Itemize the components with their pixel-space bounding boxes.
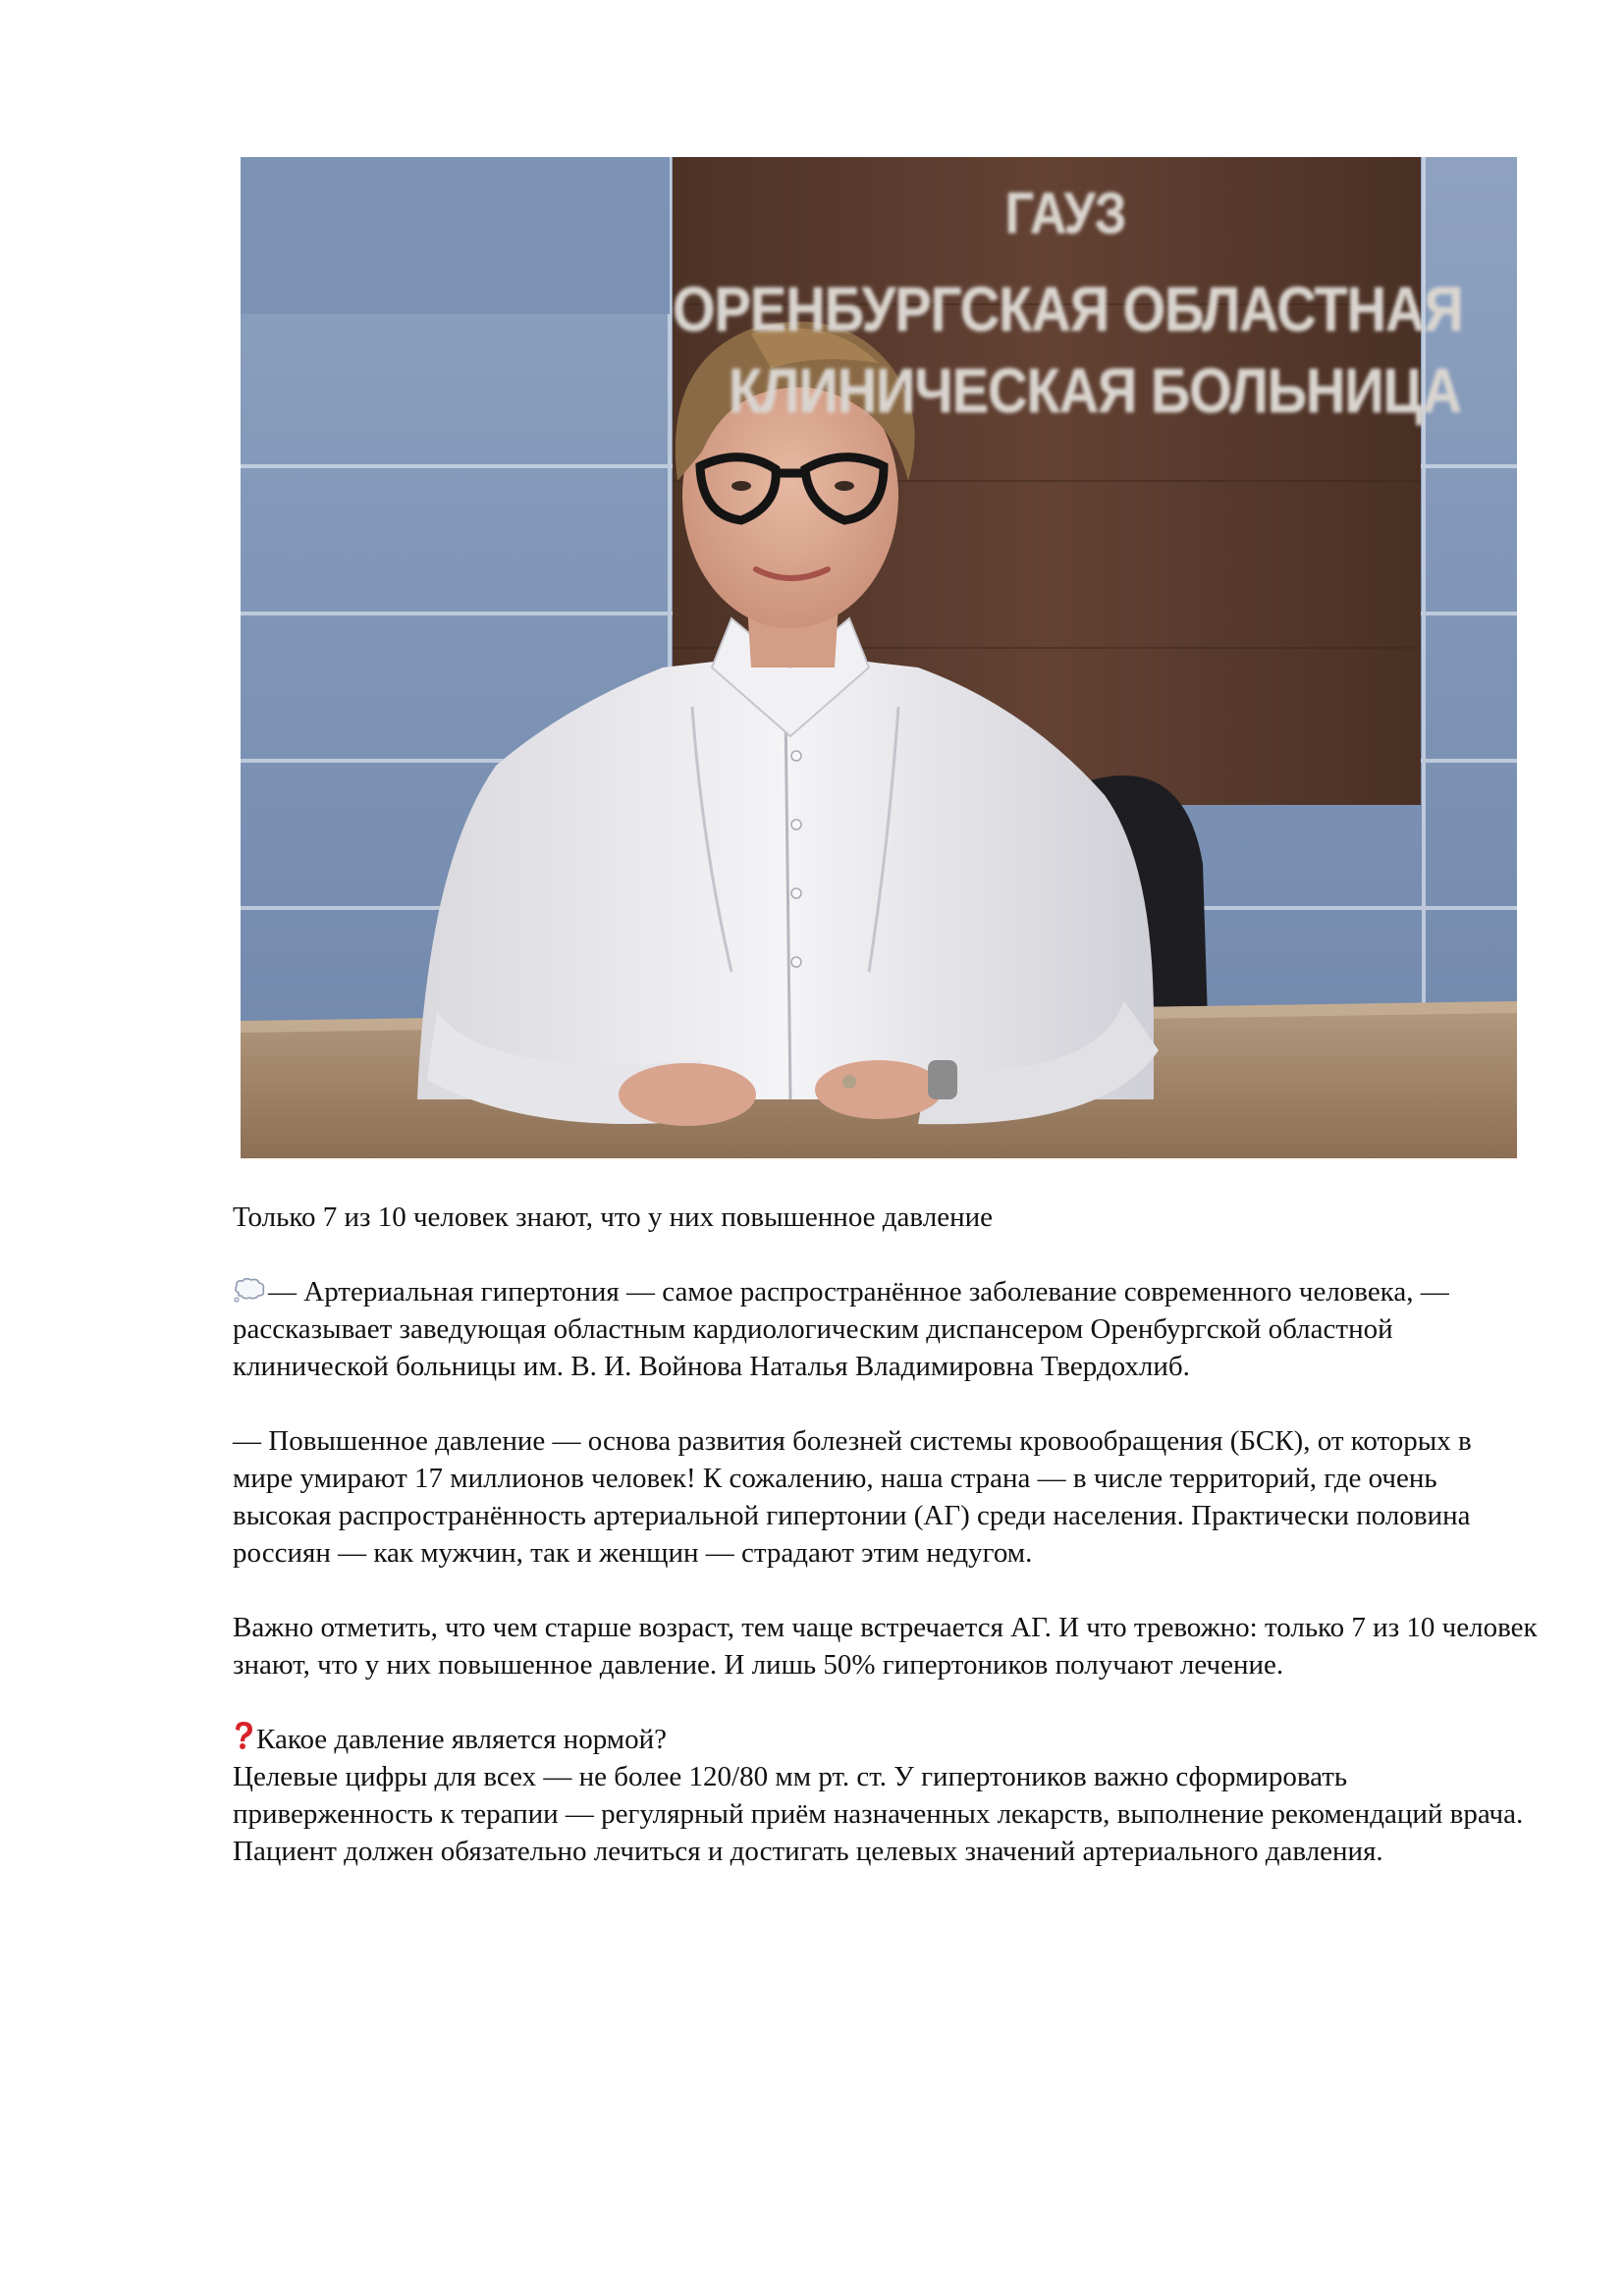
article-paragraph-4: Целевые цифры для всех — не более 120/80 мм рт. ст. У гипертоников важно сформировать приверженность к терапии — регулярный приём назначенных лекарств, выполнение рекомендаций врача. Пациент должен обязательно лечиться и достигать целевых значений артериального давления. bbox=[233, 1761, 1524, 1867]
doctor-photo bbox=[241, 157, 1517, 1158]
article-paragraph-quote bbox=[233, 1273, 1539, 1385]
red-question-mark-icon bbox=[233, 1721, 254, 1750]
sign-line-3: КЛИНИЧЕСКАЯ БОЛЬНИЦА bbox=[729, 354, 1461, 426]
sign-line-1: ГАУЗ bbox=[1004, 181, 1126, 247]
article-body bbox=[233, 1199, 1539, 1907]
article-paragraph-3: Важно отметить, что чем старше возраст, тем чаще встречается АГ. И что тревожно: только 7 из 10 человек знают, что у них повышенное давление. И лишь 50% гипертоников получают лечение. bbox=[233, 1612, 1538, 1681]
quote-text: — Артериальная гипертония — самое распространённое заболевание современного человека, — рассказывает заведующая областным кардиологическим диспансером Оренбургской областной клинической больницы им. В. И. Войнова Наталья Владимировна Твердохлиб. bbox=[233, 1276, 1449, 1382]
question-text: Какое давление является нормой? bbox=[256, 1724, 668, 1755]
thought-balloon-icon bbox=[233, 1277, 266, 1303]
article-paragraph-2: — Повышенное давление — основа развития болезней системы кровообращения (БСК), от которых в мире умирают 17 миллионов человек! К сожалению, наша страна — в числе территорий, где очень высокая распространённость артериальной гипертонии (АГ) среди населения. Практически половина россиян — как мужчин, так и женщин — страдают этим недугом. bbox=[233, 1425, 1472, 1569]
article-headline: Только 7 из 10 человек знают, что у них повышенное давление bbox=[233, 1201, 993, 1233]
sign-line-2: ОРЕНБУРГСКАЯ ОБЛАСТНАЯ bbox=[673, 273, 1463, 345]
question-heading bbox=[233, 1721, 1539, 1758]
